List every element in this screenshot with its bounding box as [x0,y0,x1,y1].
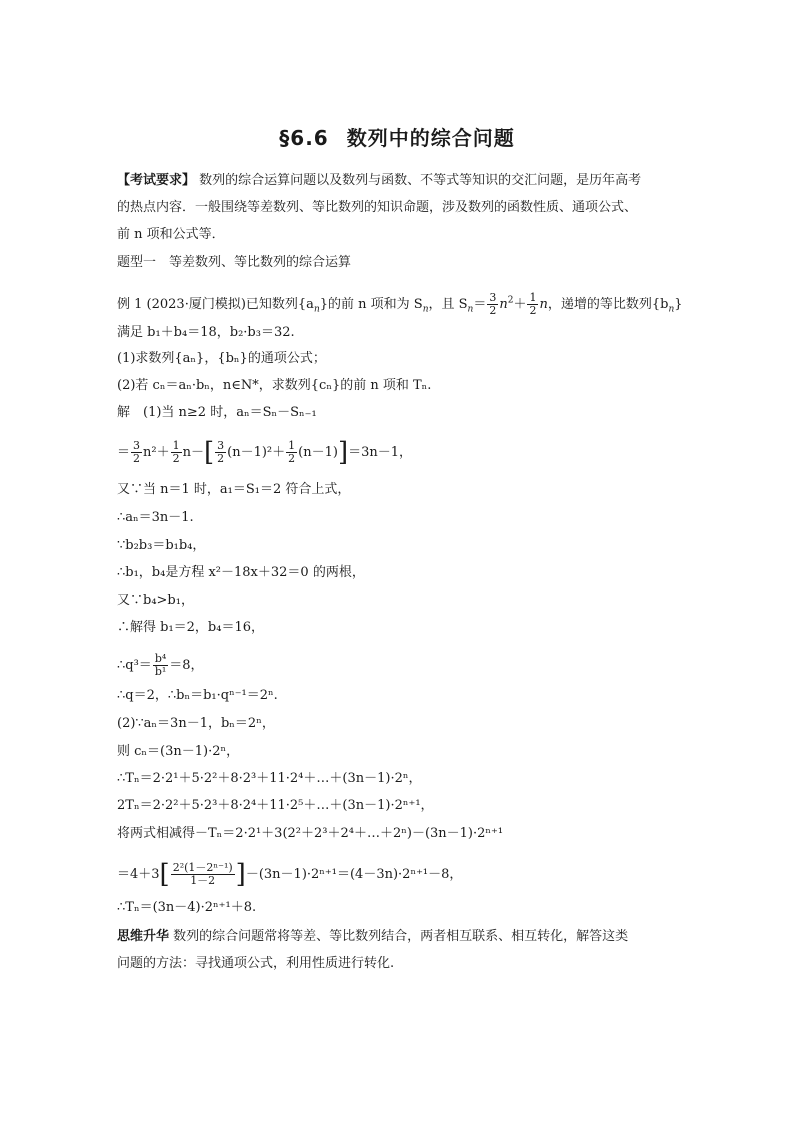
fraction-1-2: $\frac{1}{2}$ [529,291,537,317]
requirement-line-2: 的热点内容．一般围绕等差数列、等比数列的知识命题，涉及数列的函数性质、通项公式、 [117,200,638,215]
example-text: }的前 n 项和为 S [319,297,423,312]
requirement-line-1 [117,173,641,189]
page-title [0,122,794,151]
example-1-line-2: 满足 b₁＋b₄＝18，b₂·b₃＝32. [117,325,295,340]
solution-line-9: ∴q³＝ $\frac{\text{b⁴}}{\text{b¹}}$ ＝8， [117,652,204,678]
section-number: §6.6 [279,126,329,150]
solution-line-12: 则 cₙ＝(3n－1)·2ⁿ， [117,744,240,759]
solution-line-15: 将两式相减得－Tₙ＝2·2¹＋3(2²＋2³＋2⁴＋…＋2ⁿ)－(3n－1)·2ⁿ⁺¹ [117,826,504,841]
example-text: ，且 S [428,297,468,312]
requirement-line-3: 前 n 项和公式等． [117,227,225,242]
requirement-text-1: 数列的综合运算问题以及数列与函数、不等式等知识的交汇问题，是历年高考 [199,173,642,188]
solution-line-8: ∴解得 b₁＝2，b₄＝16， [117,620,265,635]
solution-line-4: ∴aₙ＝3n－1. [117,510,194,525]
solution-line-10: ∴q＝2，∴bₙ＝b₁·qⁿ⁻¹＝2ⁿ. [117,688,278,703]
question-2: (2)若 cₙ＝aₙ·bₙ，n∈N*，求数列{cₙ}的前 n 项和 Tₙ. [117,378,432,393]
solution-line-16: ＝4＋3[ $\frac{\text{2²(1－2ⁿ⁻¹)}}{1-2}$ ]－(3n－1)·2ⁿ⁺¹＝(4－3n)·2ⁿ⁺¹－8， [117,859,463,890]
summary-line-2: 问题的方法：寻找通项公式，利用性质进行转化. [117,956,395,971]
section-heading-1: 题型一 等差数列、等比数列的综合运算 [117,255,352,270]
example-1-line-1: 例 1 (2023·厦门模拟)已知数列$\{a_n\}$的前 n 项和为 $S_n$，且 $S_n=$ $\frac{3}{2}$ $n^2+$ $\frac{1}{2}$ n，递增的等比数列$\{b_n\}$ [117,291,683,317]
example-text: } [674,297,683,312]
example-source: (2023·厦门模拟)已知数列{a [146,297,314,312]
solution-line-7: 又∵b₄>b₁， [117,593,194,608]
summary-text-1: 数列的综合问题常将等差、等比数列结合，两者相互联系、相互转化，解答这类 [173,929,629,944]
example-text: ＝ [473,297,487,312]
requirement-label: 【考试要求】 [117,173,196,188]
summary-label: 思维升华 [117,929,170,944]
example-text: ，递增的等比数列{b [547,297,669,312]
question-1: (1)求数列{aₙ}，{bₙ}的通项公式； [117,351,326,366]
fraction-3-2: $\frac{3}{2}$ [489,291,497,317]
solution-line-17: ∴Tₙ＝(3n－4)·2ⁿ⁺¹＋8. [117,900,257,915]
solution-line-13: ∴Tₙ＝2·2¹＋5·2²＋8·2³＋11·2⁴＋…＋(3n－1)·2ⁿ， [117,771,422,786]
summary-line-1 [117,929,628,945]
solution-line-5: ∵b₂b₃＝b₁b₄， [117,538,206,553]
example-label: 例 1 [117,297,143,312]
solution-line-11: (2)∵aₙ＝3n－1，bₙ＝2ⁿ， [117,716,275,731]
solution-line-14: 2Tₙ＝2·2²＋5·2³＋8·2⁴＋11·2⁵＋…＋(3n－1)·2ⁿ⁺¹， [117,798,434,813]
solution-line-3: 又∵当 n＝1 时，a₁＝S₁＝2 符合上式， [117,482,351,497]
solution-line-1: 解 (1)当 n≥2 时，aₙ＝Sₙ－Sₙ₋₁ [117,405,317,420]
section-title: 数列中的综合问题 [346,126,515,150]
solution-line-6: ∴b₁，b₄是方程 x²－18x＋32＝0 的两根， [117,565,365,580]
solution-line-2: ＝ $\frac{3}{2}$ n²＋ $\frac{1}{2}$ n－[ $\frac{3}{2}$ (n－1)²＋ $\frac{1}{2}$ (n－1)]＝3n－1， [117,437,413,468]
